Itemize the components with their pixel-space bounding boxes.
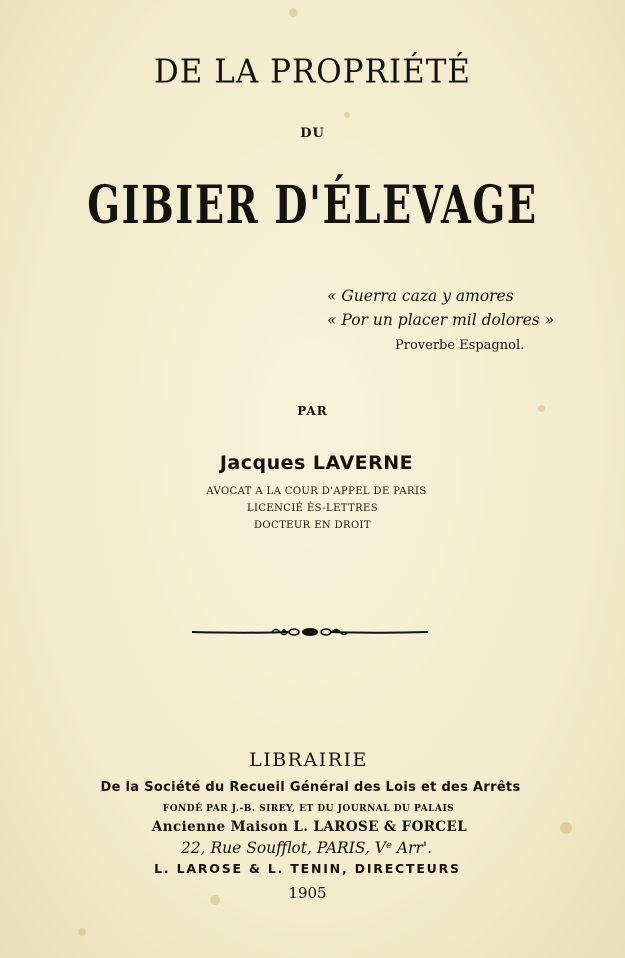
epigraph-line-1: « Guerra caza y amores [327,287,514,305]
publisher-directors: L. LAROSE & L. TENIN, DIRECTEURS [154,861,461,876]
ornament-divider [190,624,430,640]
publisher-society: De la Société du Recueil Général des Lois et des Arrêts [100,780,521,795]
publication-year: 1905 [288,884,327,902]
epigraph-line-2: « Por un placer mil dolores » [327,311,555,329]
publisher-address: 22, Rue Soufflot, PARIS, Vᵉ Arr'. [180,839,433,857]
epigraph-attribution: Proverbe Espagnol. [395,338,525,353]
title-line-3: GIBIER D'ÉLEVAGE [87,175,538,236]
title-line-2: DU [300,126,325,141]
author-qualification: DOCTEUR EN DROIT [254,520,371,531]
author-qualification: AVOCAT A LA COUR D'APPEL DE PARIS [206,486,427,497]
foxing-spot [289,8,298,17]
by-label: PAR [297,404,328,418]
author-qualification: LICENCIÉ ÈS-LETTRES [246,503,378,514]
publisher-founded: FONDÉ PAR J.-B. SIREY, ET DU JOURNAL DU PALAIS [162,804,455,814]
publisher-house: Ancienne Maison L. LAROSE & FORCEL [151,819,468,835]
title-line-1: DE LA PROPRIÉTÉ [153,53,472,91]
foxing-spot [344,112,350,118]
foxing-spot [78,928,86,936]
publisher-heading: LIBRAIRIE [249,749,368,771]
author-name: Jacques LAVERNE [219,452,414,474]
